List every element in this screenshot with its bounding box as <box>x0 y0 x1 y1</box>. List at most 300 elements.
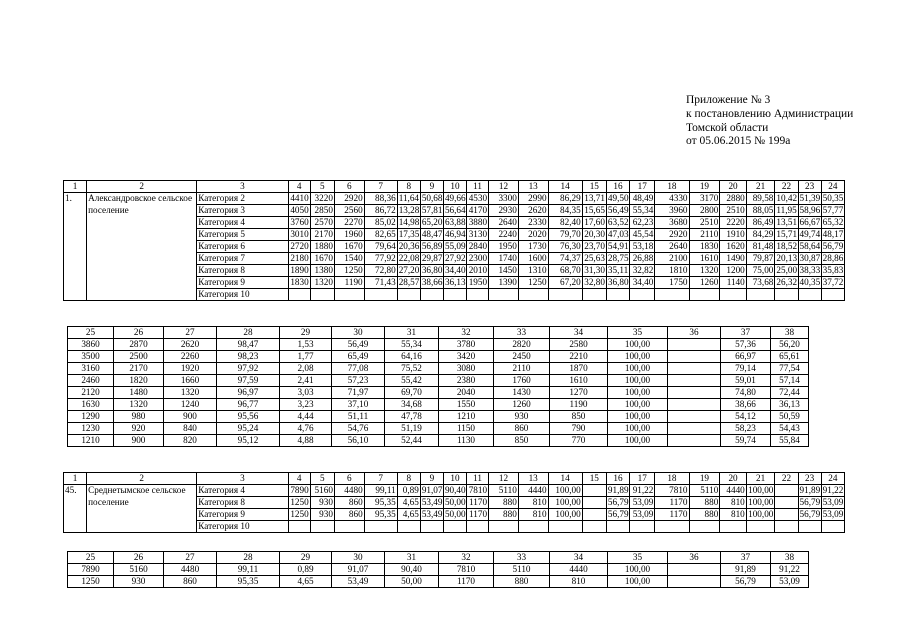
column-number: 31 <box>385 552 439 564</box>
column-number: 38 <box>771 327 809 339</box>
table-cell: 1270 <box>550 387 608 399</box>
table-cell: 1600 <box>518 253 548 265</box>
table-cell: 1450 <box>489 265 519 277</box>
table-cell: 56,10 <box>332 435 385 447</box>
table-cell: 2500 <box>114 351 164 363</box>
table-cell: 2170 <box>310 229 334 241</box>
table-cell: 13,28 <box>398 205 420 215</box>
table-cell: 1200 <box>720 265 746 277</box>
table-cell: 2840 <box>467 241 489 253</box>
table-cell: 1320 <box>164 387 217 399</box>
table-cell: 2920 <box>655 229 689 241</box>
table-cell: 81,48 <box>746 241 775 253</box>
table-cell: 1750 <box>655 277 689 289</box>
table-cell: 3010 <box>288 229 310 241</box>
table-cell: 3680 <box>655 217 689 229</box>
table-cell: 860 <box>164 576 217 588</box>
table-cell: 74,80 <box>721 387 771 399</box>
table-cell: 59,74 <box>721 435 771 447</box>
table-cell: 900 <box>164 411 217 423</box>
table-cell: 53,49 <box>332 576 385 588</box>
table-cell: 1870 <box>550 363 608 375</box>
table-cell: 53,09 <box>771 576 809 588</box>
header-line-resolution: к постановлению Администрации <box>686 107 854 120</box>
column-number: 8 <box>397 473 420 485</box>
column-number: 12 <box>489 181 519 193</box>
table-cell: 1810 <box>655 265 689 277</box>
table-cell: 55,34 <box>385 339 439 351</box>
column-number: 10 <box>443 181 466 193</box>
table-cell <box>630 289 655 301</box>
table-cell: 0,89 <box>280 564 332 576</box>
table-cell: 2720 <box>288 241 310 253</box>
column-number: 18 <box>655 181 689 193</box>
table-cell: 840 <box>164 423 217 435</box>
table-cell: 79,64 <box>364 241 397 253</box>
table-cell: 4440 <box>720 485 746 497</box>
category-label: Категория 9 <box>197 509 288 521</box>
table-cell: 48,47 <box>421 229 443 239</box>
category-label: Категория 9 <box>197 277 288 289</box>
table-cell: 95,24 <box>217 423 280 435</box>
column-number: 35 <box>608 327 668 339</box>
table-cell: 100,00 <box>608 423 668 435</box>
tariff-table-1 <box>63 180 845 301</box>
table-cell: 1890 <box>288 265 310 277</box>
table-cell: 100,00 <box>608 564 668 576</box>
table-cell: 4440 <box>518 485 548 497</box>
table-cell: 2330 <box>518 217 548 229</box>
table-cell: 100,00 <box>548 485 582 497</box>
column-number: 14 <box>548 473 582 485</box>
table-cell: 91,89 <box>607 485 629 495</box>
table-cell: 4,65 <box>397 497 420 509</box>
table-cell: 1610 <box>689 253 720 265</box>
table-cell <box>467 521 489 533</box>
table-cell: 1950 <box>467 277 489 289</box>
table-cell: 5110 <box>494 564 550 576</box>
table-cell: 2990 <box>518 193 548 205</box>
table-cell <box>467 289 489 301</box>
table-cell: 2240 <box>489 229 519 241</box>
table-cell: 37,72 <box>822 277 844 287</box>
column-number: 7 <box>364 181 397 193</box>
table-cell: 55,34 <box>630 205 655 217</box>
table-cell: 56,79 <box>799 509 821 519</box>
table-cell: 11,95 <box>776 205 797 215</box>
column-number: 36 <box>668 327 721 339</box>
table-cell <box>334 521 364 533</box>
table-cell: 1670 <box>310 253 334 265</box>
table-cell: 46,94 <box>444 229 466 239</box>
table-cell <box>582 509 606 521</box>
column-number: 12 <box>489 473 519 485</box>
table-cell <box>288 521 310 533</box>
table-cell: 1170 <box>467 497 489 509</box>
table-cell: 1660 <box>164 375 217 387</box>
table-cell: 25,63 <box>582 253 606 265</box>
table-cell <box>655 289 689 301</box>
table-cell: 77,54 <box>771 363 809 375</box>
column-number: 6 <box>334 473 364 485</box>
table-cell: 1320 <box>689 265 720 277</box>
column-number: 9 <box>420 181 443 193</box>
table-row <box>68 435 809 447</box>
table-cell: 2580 <box>550 339 608 351</box>
table-cell: 53,09 <box>630 509 655 521</box>
table-cell: 2170 <box>114 363 164 375</box>
column-number: 38 <box>771 552 809 564</box>
table-cell: 100,00 <box>748 497 774 507</box>
table-cell: 1230 <box>68 423 114 435</box>
table-cell: 2270 <box>334 217 364 229</box>
table-cell: 880 <box>689 509 720 521</box>
table-cell: 4050 <box>288 205 310 217</box>
table-cell: 99,11 <box>217 564 280 576</box>
table-cell: 5160 <box>114 564 164 576</box>
table-cell <box>668 363 721 375</box>
table-cell: 4,76 <box>280 423 332 435</box>
table-cell: 4,65 <box>397 509 420 521</box>
table-cell: 1250 <box>288 509 310 521</box>
table-cell <box>775 485 798 497</box>
table-cell: 20,13 <box>776 253 798 263</box>
table-row <box>68 387 809 399</box>
table-cell: 54,12 <box>721 411 771 423</box>
table-cell: 4,65 <box>280 576 332 588</box>
table-cell: 95,35 <box>364 497 397 509</box>
table-cell: 820 <box>164 435 217 447</box>
table-cell: 36,13 <box>771 399 809 411</box>
table-cell: 880 <box>489 509 519 521</box>
table-cell: 65,61 <box>771 351 809 363</box>
table-cell: 91,89 <box>799 485 821 495</box>
table-cell: 57,77 <box>822 205 844 215</box>
table-cell: 79,70 <box>548 229 582 241</box>
table-cell: 2020 <box>518 229 548 241</box>
table-cell: 5110 <box>689 485 720 497</box>
table-cell: 11,64 <box>398 193 420 203</box>
table-cell: 1260 <box>494 399 550 411</box>
table-cell: 56,49 <box>607 205 629 215</box>
table-cell: 1260 <box>689 277 720 289</box>
column-number: 31 <box>385 327 439 339</box>
table-cell: 38,66 <box>421 277 443 287</box>
category-label: Категория 5 <box>197 229 288 241</box>
table-cell: 53,49 <box>421 509 443 519</box>
table-cell: 1830 <box>288 277 310 289</box>
table-cell <box>798 521 821 533</box>
table-cell: 58,23 <box>721 423 771 435</box>
column-number: 10 <box>443 473 466 485</box>
table-cell: 2820 <box>494 339 550 351</box>
table-cell: 50,00 <box>444 509 466 519</box>
table-cell: 1760 <box>494 375 550 387</box>
category-label: Категория 10 <box>197 521 288 533</box>
category-label: Категория 4 <box>197 485 288 497</box>
column-number: 27 <box>164 552 217 564</box>
table-cell <box>310 289 334 301</box>
column-number: 19 <box>689 181 720 193</box>
table-cell <box>420 289 443 301</box>
table-cell: 1210 <box>439 411 494 423</box>
table-cell: 4530 <box>467 193 489 205</box>
table-cell: 56,79 <box>799 497 821 507</box>
table-cell: 2,41 <box>280 375 332 387</box>
table-cell: 69,70 <box>385 387 439 399</box>
table-cell: 71,97 <box>332 387 385 399</box>
table-cell: 2800 <box>689 205 720 217</box>
table-cell: 5110 <box>489 485 519 497</box>
table-cell: 56,20 <box>771 339 809 351</box>
column-number: 35 <box>608 552 668 564</box>
column-number: 22 <box>775 473 798 485</box>
table-cell <box>668 576 721 588</box>
table-cell: 56,79 <box>721 576 771 588</box>
table-cell: 73,68 <box>746 277 775 289</box>
column-number: 32 <box>439 327 494 339</box>
table-cell: 95,12 <box>217 435 280 447</box>
table-cell <box>668 423 721 435</box>
table-cell: 48,17 <box>822 229 844 239</box>
table-cell: 2920 <box>334 193 364 205</box>
category-label: Категория 3 <box>197 205 288 217</box>
table-cell: 26,88 <box>630 253 655 265</box>
table-cell: 55,84 <box>771 435 809 447</box>
column-number: 11 <box>467 473 489 485</box>
table-cell: 930 <box>114 576 164 588</box>
table-cell: 50,59 <box>771 411 809 423</box>
table-cell: 53,09 <box>822 509 844 519</box>
table-cell: 7810 <box>467 485 489 497</box>
column-number: 4 <box>288 473 310 485</box>
table-cell: 65,20 <box>421 217 443 227</box>
column-number: 16 <box>606 473 629 485</box>
header-line-region: Томской области <box>686 121 769 134</box>
column-number: 13 <box>518 181 548 193</box>
table-cell: 32,82 <box>630 265 655 277</box>
column-number: 9 <box>420 473 443 485</box>
table-cell: 1140 <box>720 277 746 289</box>
table-cell: 32,80 <box>582 277 606 289</box>
column-number: 25 <box>68 552 114 564</box>
table-cell: 91,22 <box>771 564 809 576</box>
column-number: 11 <box>467 181 489 193</box>
column-number: 15 <box>582 473 606 485</box>
table-cell: 56,89 <box>421 241 443 251</box>
tariff-table-4 <box>67 551 809 588</box>
table-cell: 72,44 <box>771 387 809 399</box>
table-cell: 13,51 <box>776 217 798 227</box>
table-cell: 96,97 <box>217 387 280 399</box>
table-cell: 84,29 <box>746 229 775 241</box>
table-cell: 2380 <box>439 375 494 387</box>
table-cell <box>775 497 798 509</box>
table-cell: 54,76 <box>332 423 385 435</box>
settlement-name: Александровское сельское поселение <box>87 193 197 301</box>
table-cell: 2510 <box>689 217 720 229</box>
table-cell: 860 <box>334 509 364 521</box>
table-cell: 77,08 <box>332 363 385 375</box>
table-cell: 28,57 <box>398 277 420 287</box>
column-number: 29 <box>280 327 332 339</box>
table-cell: 1250 <box>334 265 364 277</box>
table-cell: 5160 <box>310 485 334 497</box>
table-cell <box>443 521 466 533</box>
table-cell: 2110 <box>689 229 720 241</box>
table-cell: 810 <box>720 497 746 509</box>
table-cell: 57,81 <box>421 205 443 215</box>
column-number: 32 <box>439 552 494 564</box>
table-cell: 17,60 <box>582 217 606 229</box>
table-cell: 79,14 <box>721 363 771 375</box>
table-cell: 57,14 <box>771 375 809 387</box>
header-row <box>68 552 809 564</box>
table-cell: 28,86 <box>822 253 844 263</box>
column-number: 33 <box>494 552 550 564</box>
table-cell: 100,00 <box>608 411 668 423</box>
table-cell: 3220 <box>310 193 334 205</box>
column-number: 17 <box>630 473 655 485</box>
tariff-table-3 <box>63 472 845 533</box>
table-cell: 1240 <box>164 399 217 411</box>
table-cell: 860 <box>334 497 364 509</box>
table-cell: 37,10 <box>332 399 385 411</box>
table-cell: 75,00 <box>746 265 775 277</box>
table-cell: 56,49 <box>332 339 385 351</box>
table-cell: 4170 <box>467 205 489 217</box>
table-cell <box>489 289 519 301</box>
table-cell: 53,09 <box>822 497 844 507</box>
table-cell: 48,49 <box>630 193 655 205</box>
table-cell: 76,30 <box>548 241 582 253</box>
table-cell: 1960 <box>334 229 364 241</box>
table-cell: 2010 <box>467 265 489 277</box>
column-number: 21 <box>746 473 775 485</box>
table-cell: 27,92 <box>444 253 466 263</box>
table-row <box>64 485 845 497</box>
table-cell: 4440 <box>550 564 608 576</box>
table-cell: 3880 <box>467 217 489 229</box>
table-cell: 930 <box>494 411 550 423</box>
table-cell <box>420 521 443 533</box>
table-cell <box>668 435 721 447</box>
table-cell: 850 <box>550 411 608 423</box>
row-number: 1. <box>64 193 87 301</box>
table-cell: 36,13 <box>444 277 466 287</box>
column-number: 30 <box>332 327 385 339</box>
table-cell: 57,36 <box>721 339 771 351</box>
table-cell: 82,40 <box>548 217 582 229</box>
category-label: Категория 4 <box>197 217 288 229</box>
table-cell: 1430 <box>494 387 550 399</box>
table-cell: 880 <box>494 576 550 588</box>
table-cell: 63,52 <box>607 217 629 227</box>
table-cell: 2100 <box>655 253 689 265</box>
table-cell: 1490 <box>720 253 746 265</box>
table-cell: 82,65 <box>364 229 397 241</box>
table-cell: 95,35 <box>217 576 280 588</box>
table-cell: 100,00 <box>548 497 582 509</box>
table-cell: 100,00 <box>608 576 668 588</box>
table-cell <box>630 521 655 533</box>
column-number: 7 <box>364 473 397 485</box>
table-cell: 850 <box>494 435 550 447</box>
table-cell: 49,50 <box>607 193 629 203</box>
table-cell: 810 <box>518 509 548 521</box>
table-cell: 53,09 <box>630 497 655 509</box>
table-cell: 7890 <box>288 485 310 497</box>
table-cell: 100,00 <box>608 363 668 375</box>
table-cell: 4480 <box>334 485 364 497</box>
table-cell: 30,87 <box>799 253 821 263</box>
column-number: 8 <box>397 181 420 193</box>
table-cell: 17,35 <box>398 229 420 239</box>
table-cell: 1150 <box>439 423 494 435</box>
table-cell: 91,07 <box>421 485 443 495</box>
table-cell: 2850 <box>310 205 334 217</box>
table-cell <box>668 387 721 399</box>
table-cell: 79,87 <box>746 253 775 265</box>
table-cell: 50,00 <box>444 497 466 507</box>
column-number: 26 <box>114 552 164 564</box>
table-cell: 4,44 <box>280 411 332 423</box>
table-cell: 100,00 <box>608 387 668 399</box>
table-cell: 100,00 <box>748 509 774 519</box>
table-cell: 57,23 <box>332 375 385 387</box>
table-cell: 810 <box>518 497 548 509</box>
table-cell <box>746 521 775 533</box>
table-cell: 34,40 <box>630 277 655 289</box>
table-cell <box>489 521 519 533</box>
table-cell: 91,22 <box>822 485 844 495</box>
table-cell: 34,40 <box>444 265 466 275</box>
table-cell: 51,39 <box>799 193 821 203</box>
table-cell: 66,67 <box>799 217 821 227</box>
table-cell: 88,36 <box>364 193 397 205</box>
table-cell: 50,00 <box>385 576 439 588</box>
table-cell: 1170 <box>467 509 489 521</box>
table-row <box>68 339 809 351</box>
table-cell <box>364 289 397 301</box>
table-cell: 100,00 <box>548 509 582 521</box>
table-cell: 59,01 <box>721 375 771 387</box>
table-cell: 930 <box>310 497 334 509</box>
category-label: Категория 10 <box>197 289 288 301</box>
table-cell: 10,42 <box>776 193 798 203</box>
table-cell: 98,23 <box>217 351 280 363</box>
table-cell: 0,89 <box>397 485 420 497</box>
column-number: 3 <box>197 473 288 485</box>
table-cell: 3,03 <box>280 387 332 399</box>
table-cell: 2620 <box>164 339 217 351</box>
table-cell: 4410 <box>288 193 310 205</box>
table-cell: 53,18 <box>630 241 655 253</box>
column-number: 5 <box>310 181 334 193</box>
table-cell <box>582 497 606 509</box>
table-cell: 3780 <box>439 339 494 351</box>
table-cell: 100,00 <box>608 339 668 351</box>
table-cell <box>518 521 548 533</box>
table-cell: 65,32 <box>822 217 844 227</box>
column-number: 23 <box>798 181 821 193</box>
table-cell <box>775 509 798 521</box>
table-cell: 900 <box>114 435 164 447</box>
table-cell: 22,08 <box>398 253 420 263</box>
table-cell <box>689 289 720 301</box>
table-cell: 97,59 <box>217 375 280 387</box>
table-cell: 860 <box>494 423 550 435</box>
